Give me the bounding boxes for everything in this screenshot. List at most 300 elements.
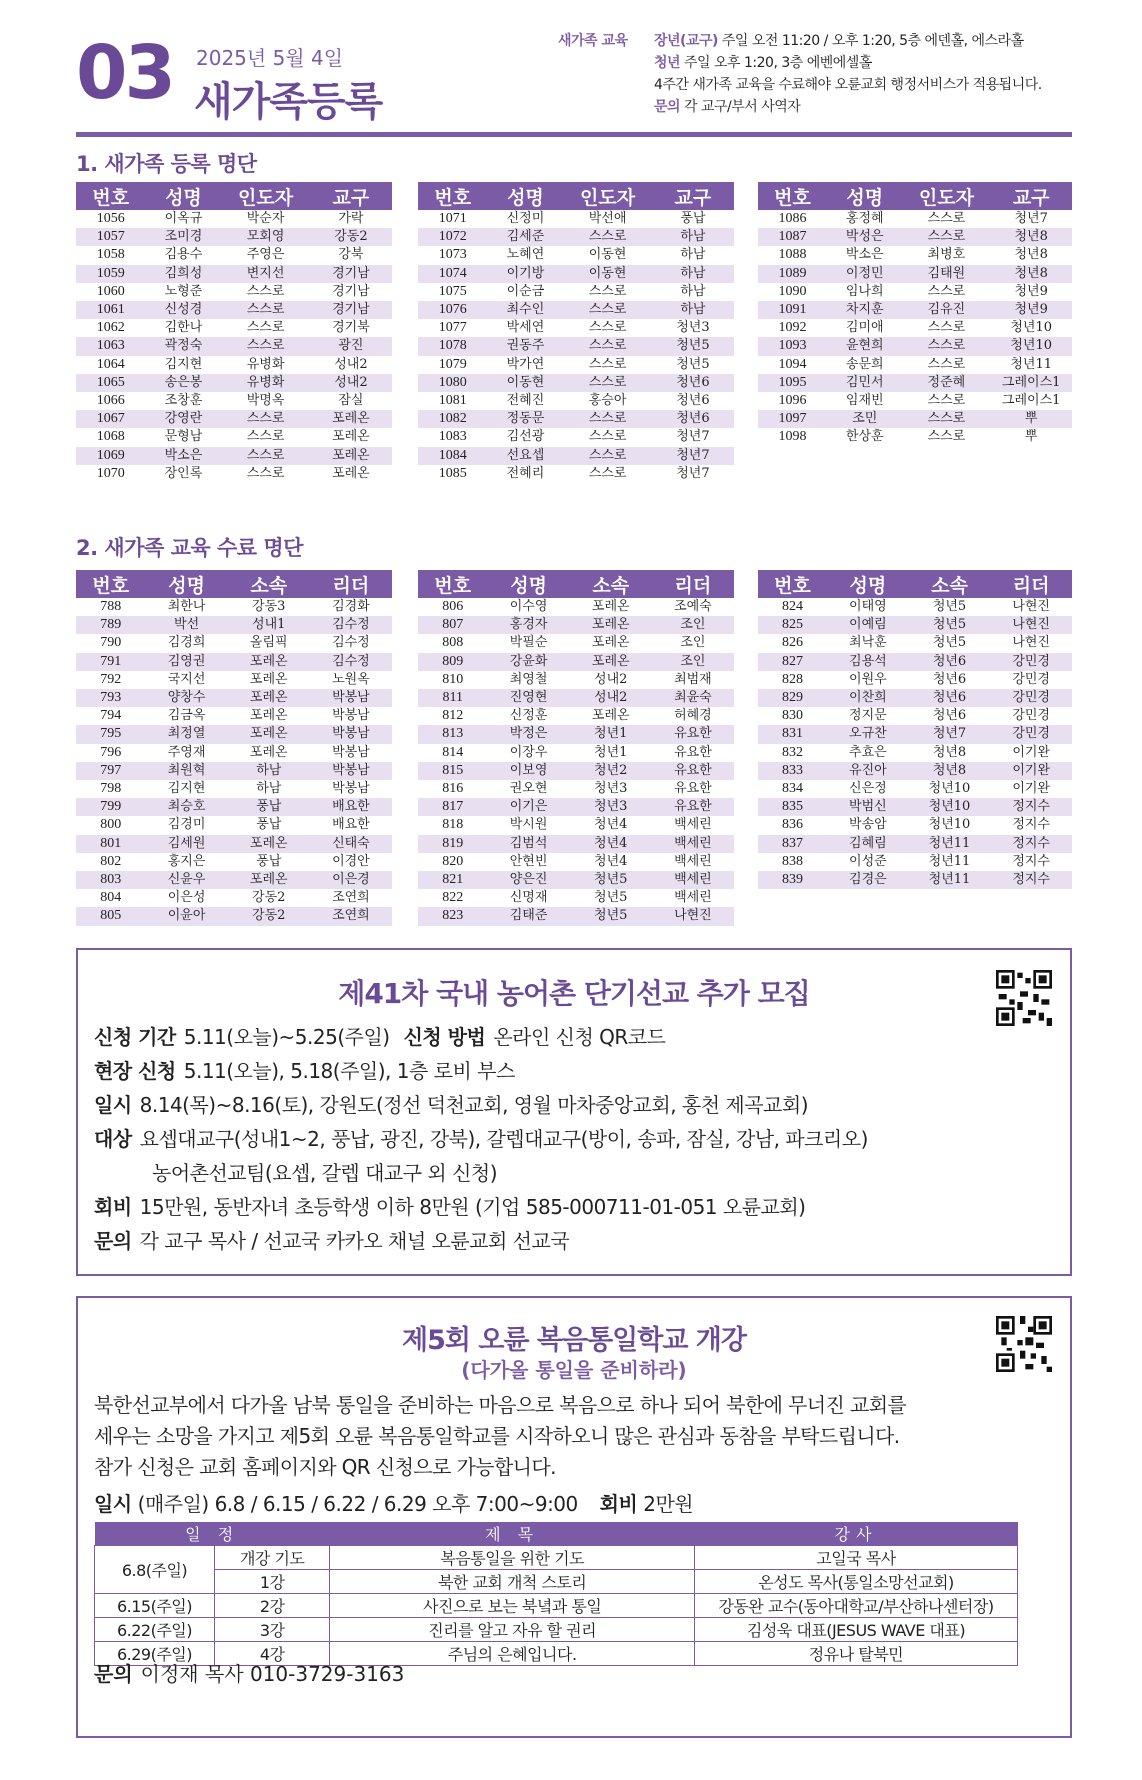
info-line-text: 각 교구/부서 사역자 — [680, 99, 801, 115]
table-row — [418, 762, 734, 780]
parish-or-leader: 청년5 — [676, 356, 710, 372]
table-row — [76, 319, 392, 337]
parish-or-leader: 나현진 — [652, 907, 734, 925]
row-text: 각 교구 목사 / 선교국 카카오 채널 오륜교회 선교국 — [139, 1229, 570, 1253]
schedule-date: 6.15(주일) — [95, 1594, 215, 1618]
table-row — [758, 816, 1072, 834]
guide-or-group: 포레온 — [228, 871, 310, 889]
completion-table-1 — [76, 570, 392, 926]
member-name: 신정미 — [506, 211, 545, 226]
parish-or-leader: 나현진 — [1012, 635, 1050, 651]
parish-or-leader: 신태숙 — [310, 835, 392, 853]
member-name: 이순금 — [506, 283, 545, 299]
row-number: 813 — [418, 725, 488, 743]
member-name: 홍정혜 — [845, 211, 884, 226]
table-row — [418, 428, 734, 446]
table-row — [758, 374, 1072, 392]
guide-or-group: 스스로 — [246, 429, 285, 445]
row-number: 803 — [76, 871, 146, 889]
parish-or-leader: 나현진 — [990, 616, 1072, 634]
table-row — [758, 835, 1072, 853]
parish-or-leader: 박봉남 — [310, 725, 392, 743]
guide-or-group: 스스로 — [221, 447, 309, 465]
table-row — [76, 265, 392, 283]
guide-or-group: 청년4 — [570, 835, 652, 853]
parish-or-leader: 조인 — [652, 616, 734, 634]
guide-or-group: 청년1 — [594, 744, 628, 760]
parish-or-leader: 정지수 — [1012, 817, 1050, 833]
member-name: 김태준 — [488, 907, 570, 925]
guide-or-group: 박순자 — [246, 211, 285, 226]
parish-or-leader: 하남 — [680, 283, 706, 299]
parish-or-leader: 뿌 — [990, 410, 1072, 428]
guide-or-group: 강동2 — [228, 907, 310, 925]
column-header: 리더 — [652, 570, 734, 598]
guide-or-group: 홍승아 — [588, 393, 627, 409]
completion-table-3 — [758, 570, 1072, 889]
parish-or-leader: 배요한 — [332, 817, 370, 833]
row-number: 1095 — [758, 374, 827, 392]
member-name: 이태영 — [849, 599, 887, 614]
member-name: 전혜진 — [506, 393, 545, 409]
section-number: 03 — [76, 30, 173, 116]
guide-or-group: 청년6 — [932, 671, 967, 687]
guide-or-group: 최병호 — [927, 247, 966, 263]
table-header-row — [76, 182, 392, 210]
member-name: 안현빈 — [509, 853, 548, 869]
row-text: 요셉대교구(성내1~2, 풍납, 광진, 강북), 갈렙대교구(방이, 송파, 잠실, 강남, 파크리오) — [139, 1127, 868, 1151]
guide-or-group: 청년10 — [928, 781, 971, 797]
member-name: 이정민 — [827, 265, 902, 283]
column-header: 성명 — [827, 182, 902, 210]
row-number: 1072 — [418, 228, 488, 246]
column-header: 리더 — [990, 570, 1072, 598]
member-name: 임재빈 — [845, 393, 884, 409]
row-number: 1062 — [96, 320, 125, 336]
parish-or-leader: 박봉남 — [332, 781, 370, 797]
guide-or-group: 청년2 — [570, 762, 652, 780]
parish-or-leader: 백세린 — [652, 871, 734, 889]
row-number: 1080 — [418, 374, 488, 392]
parish-or-leader: 청년7 — [676, 465, 710, 481]
row-number: 1061 — [76, 301, 146, 319]
parish-or-leader: 청년9 — [1014, 283, 1048, 299]
row-label: 신청 기간 — [94, 1025, 176, 1049]
table-row — [95, 1594, 1018, 1618]
member-name: 이보영 — [488, 762, 570, 780]
table-row — [418, 319, 734, 337]
table-header-row — [95, 1522, 1018, 1546]
notice-paragraph — [94, 1390, 1054, 1483]
row-number: 1085 — [438, 465, 467, 481]
row-number: 802 — [100, 853, 122, 869]
column-header: 번호 — [418, 570, 488, 598]
column-header: 번호 — [76, 570, 146, 598]
member-name: 최원혁 — [146, 762, 228, 780]
table-row — [758, 301, 1072, 319]
member-name: 최낙훈 — [849, 635, 887, 651]
table-header-row — [758, 182, 1072, 210]
guide-or-group: 스스로 — [588, 320, 627, 336]
schedule-date: 6.22(주일) — [95, 1618, 215, 1642]
table-row — [76, 798, 392, 816]
guide-or-group: 청년4 — [594, 817, 628, 833]
notice-row — [94, 1190, 994, 1224]
table-row — [758, 265, 1072, 283]
parish-or-leader: 박봉남 — [310, 762, 392, 780]
table-row — [418, 780, 734, 798]
member-name: 오규찬 — [827, 725, 909, 743]
info-label: 새가족 교육 — [558, 33, 628, 49]
row-number: 817 — [418, 798, 488, 816]
member-name: 곽정숙 — [146, 337, 222, 355]
parish-or-leader: 강민경 — [990, 725, 1072, 743]
table-row — [418, 871, 734, 889]
guide-or-group: 스스로 — [221, 301, 309, 319]
parish-or-leader: 그레이스1 — [990, 374, 1072, 392]
member-name: 김영권 — [146, 653, 228, 671]
info-line — [654, 30, 1074, 52]
parish-or-leader: 청년6 — [652, 410, 734, 428]
parish-or-leader: 이경안 — [332, 853, 370, 869]
table-row — [758, 410, 1072, 428]
row-number: 837 — [758, 835, 827, 853]
table-row — [76, 598, 392, 616]
parish-or-leader: 배요한 — [310, 798, 392, 816]
member-name: 강윤화 — [488, 653, 570, 671]
row-number: 827 — [758, 653, 827, 671]
member-name: 진영현 — [488, 689, 570, 707]
completion-table-2 — [418, 570, 734, 926]
parish-or-leader: 하남 — [680, 247, 706, 263]
table-row — [758, 634, 1072, 652]
member-name: 양은진 — [488, 871, 570, 889]
table-row — [76, 816, 392, 834]
member-name: 홍경자 — [488, 616, 570, 634]
info-line-text: 4주간 새가족 교육을 수료해야 오륜교회 행정서비스가 적용됩니다. — [654, 77, 1042, 93]
row-number: 1073 — [438, 247, 467, 263]
guide-or-group: 풍납 — [228, 798, 310, 816]
row-number: 799 — [76, 798, 146, 816]
parish-or-leader: 허혜경 — [674, 708, 712, 724]
row-number: 1084 — [418, 447, 488, 465]
table-row — [76, 907, 392, 925]
member-name: 김선광 — [506, 429, 545, 445]
member-name: 최정열 — [146, 725, 228, 743]
table-row — [418, 653, 734, 671]
member-name: 임나희 — [845, 283, 884, 299]
schedule-speaker: 정유나 탈북민 — [694, 1642, 1017, 1666]
parish-or-leader: 청년8 — [990, 265, 1072, 283]
table-row — [76, 780, 392, 798]
guide-or-group: 청년7 — [909, 725, 991, 743]
parish-or-leader: 강민경 — [1012, 671, 1050, 687]
table-row — [758, 356, 1072, 374]
parish-or-leader: 경기남 — [332, 283, 370, 299]
column-header: 번호 — [758, 182, 827, 210]
member-name: 김용수 — [164, 247, 203, 263]
info-line-text: 주일 오전 11:20 / 오후 1:20, 5층 에덴홀, 에스라홀 — [717, 33, 1024, 49]
table-row — [95, 1546, 1018, 1570]
row-number: 812 — [442, 708, 464, 724]
guide-or-group: 스스로 — [902, 228, 990, 246]
row-number: 806 — [442, 599, 464, 614]
parish-or-leader: 강민경 — [1012, 708, 1050, 724]
parish-or-leader: 이기완 — [990, 762, 1072, 780]
guide-or-group: 김태원 — [902, 265, 990, 283]
row-number: 789 — [76, 616, 146, 634]
row-number: 794 — [100, 708, 122, 724]
table-row — [76, 356, 392, 374]
row-number: 807 — [418, 616, 488, 634]
table-row — [758, 283, 1072, 301]
row-number: 1088 — [778, 247, 807, 263]
notice-title: 제5회 오륜 복음통일학교 개강 — [402, 1325, 746, 1356]
contact-line — [94, 1658, 404, 1687]
parish-or-leader: 하남 — [652, 228, 734, 246]
guide-or-group: 스스로 — [927, 211, 966, 226]
member-name: 선요셉 — [488, 447, 564, 465]
table-row — [76, 392, 392, 410]
member-name: 최승호 — [146, 798, 228, 816]
parish-or-leader: 강동2 — [310, 228, 392, 246]
row-number: 792 — [100, 671, 122, 687]
parish-or-leader: 최범재 — [674, 671, 712, 687]
guide-or-group: 청년1 — [570, 725, 652, 743]
guide-or-group: 청년6 — [909, 653, 991, 671]
member-name: 권동주 — [488, 337, 564, 355]
member-name: 신윤우 — [146, 871, 228, 889]
guide-or-group: 박명옥 — [246, 393, 285, 409]
schedule-speaker: 강동완 교수(동아대학교/부산하나센터장) — [694, 1594, 1017, 1618]
parish-or-leader: 유요한 — [674, 744, 712, 760]
guide-or-group: 스스로 — [221, 410, 309, 428]
parish-or-leader: 유요한 — [652, 762, 734, 780]
guide-or-group: 스스로 — [588, 356, 627, 372]
guide-or-group: 유병화 — [246, 356, 285, 372]
guide-or-group: 유병화 — [221, 374, 309, 392]
parish-or-leader: 청년10 — [990, 337, 1072, 355]
row-number: 825 — [758, 616, 827, 634]
member-name: 이은성 — [167, 890, 206, 906]
guide-or-group: 포레온 — [591, 599, 630, 614]
table-row — [418, 671, 734, 689]
table-row — [758, 725, 1072, 743]
member-name: 주영재 — [167, 744, 206, 760]
guide-or-group: 청년10 — [928, 817, 971, 833]
row-number: 832 — [782, 744, 804, 760]
table-row — [76, 337, 392, 355]
row-number: 796 — [100, 744, 122, 760]
info-line — [654, 52, 1074, 74]
parish-or-leader: 강북 — [338, 247, 364, 263]
guide-or-group: 청년5 — [570, 907, 652, 925]
row-number: 820 — [442, 853, 464, 869]
guide-or-group: 성내1 — [228, 616, 310, 634]
member-name: 조미경 — [146, 228, 222, 246]
member-name: 박정은 — [488, 725, 570, 743]
member-name: 이옥규 — [164, 211, 203, 226]
row-number: 1091 — [758, 301, 827, 319]
guide-or-group: 올림픽 — [249, 635, 288, 651]
member-name: 최한나 — [167, 599, 206, 614]
member-name: 이찬희 — [827, 689, 909, 707]
member-name: 신은정 — [849, 781, 887, 797]
guide-or-group: 풍납 — [256, 853, 282, 869]
parish-or-leader: 하남 — [652, 265, 734, 283]
parish-or-leader: 가락 — [338, 211, 364, 226]
table-row — [76, 447, 392, 465]
guide-or-group: 스스로 — [563, 337, 651, 355]
table-row — [418, 246, 734, 264]
parish-or-leader: 유요한 — [652, 725, 734, 743]
row-label: 현장 신청 — [94, 1059, 176, 1083]
row-number: 814 — [442, 744, 464, 760]
table-row — [758, 246, 1072, 264]
table-row — [758, 616, 1072, 634]
row-number: 1083 — [438, 429, 467, 445]
member-name: 한상훈 — [845, 429, 884, 445]
row-text: 8.14(목)~8.16(토), 강원도(정선 덕천교회, 영월 마차중앙교회, 홍천 제곡교회) — [139, 1093, 808, 1117]
table-row — [76, 689, 392, 707]
table-row — [76, 871, 392, 889]
row-text: 15만원, 동반자녀 초등학생 이하 8만원 (기업 585-000711-01-051 오륜교회) — [139, 1195, 806, 1219]
parish-or-leader: 경기남 — [310, 265, 392, 283]
row-number: 1096 — [778, 393, 807, 409]
info-line — [654, 74, 1074, 96]
row-number: 797 — [76, 762, 146, 780]
row-number: 828 — [782, 671, 804, 687]
row-number: 1087 — [758, 228, 827, 246]
schedule-lesson: 개강 기도 — [214, 1546, 329, 1570]
schedule-subject: 주님의 은혜입니다. — [330, 1642, 695, 1666]
guide-or-group: 스스로 — [246, 283, 285, 299]
column-header: 소속 — [228, 570, 310, 598]
row-number: 1058 — [96, 247, 125, 263]
guide-or-group: 스스로 — [927, 356, 966, 372]
guide-or-group: 성내2 — [594, 671, 628, 687]
column-header: 교구 — [990, 182, 1072, 210]
member-name: 홍지은 — [167, 853, 206, 869]
schedule-speaker: 온성도 목사(통일소망선교회) — [694, 1570, 1017, 1594]
parish-or-leader: 백세린 — [652, 835, 734, 853]
member-name: 박소은 — [146, 447, 222, 465]
column-header: 성명 — [827, 570, 909, 598]
parish-or-leader: 노원옥 — [332, 671, 370, 687]
table-row — [758, 337, 1072, 355]
schedule-subject: 사진으로 보는 북녘과 통일 — [330, 1594, 695, 1618]
table-row — [95, 1570, 1018, 1594]
row-number: 788 — [100, 599, 122, 614]
table-row — [418, 816, 734, 834]
parish-or-leader: 포레온 — [310, 410, 392, 428]
parish-or-leader: 김수정 — [310, 653, 392, 671]
parish-or-leader: 뿌 — [1024, 429, 1038, 445]
notice-row — [94, 1224, 994, 1258]
table-row — [76, 744, 392, 762]
row-number: 1081 — [438, 393, 467, 409]
guide-or-group: 스스로 — [563, 228, 651, 246]
table-row — [418, 853, 734, 871]
member-name: 박선 — [146, 616, 228, 634]
table-row — [758, 392, 1072, 410]
table-row — [418, 835, 734, 853]
member-name: 신정훈 — [509, 708, 548, 724]
member-name: 김지현 — [167, 781, 206, 797]
parish-or-leader: 유요한 — [652, 798, 734, 816]
guide-or-group: 변지선 — [221, 265, 309, 283]
notice-row — [94, 1020, 994, 1054]
qr-code-icon[interactable] — [996, 970, 1052, 1026]
parish-or-leader: 청년8 — [990, 228, 1072, 246]
column-header: 인도자 — [221, 182, 309, 210]
info-line-label: 문의 — [654, 99, 681, 115]
schedule-line — [94, 1488, 693, 1517]
table-row — [758, 871, 1072, 889]
table-header-row — [418, 182, 734, 210]
row-number: 800 — [100, 817, 122, 833]
unification-school-notice — [76, 1296, 1072, 1738]
guide-or-group: 청년8 — [932, 744, 967, 760]
member-name: 이기방 — [488, 265, 564, 283]
member-name: 이예림 — [827, 616, 909, 634]
guide-or-group: 스스로 — [563, 301, 651, 319]
table-header-row — [76, 570, 392, 598]
schedule-subject: 진리를 알고 자유 할 권리 — [330, 1618, 695, 1642]
column-header: 번호 — [76, 182, 146, 210]
parish-or-leader: 강민경 — [990, 689, 1072, 707]
table-row — [76, 374, 392, 392]
parish-or-leader: 청년5 — [652, 337, 734, 355]
table-row — [418, 337, 734, 355]
table-row — [76, 853, 392, 871]
table-row — [418, 465, 734, 483]
guide-or-group: 포레온 — [228, 835, 310, 853]
table-row — [76, 634, 392, 652]
parish-or-leader: 나현진 — [1012, 599, 1050, 614]
notice-title: 제41차 국내 농어촌 단기선교 추가 모집 — [338, 977, 810, 1010]
row-number: 1069 — [76, 447, 146, 465]
schedule-lesson: 1강 — [214, 1570, 329, 1594]
column-header: 성명 — [488, 570, 570, 598]
parish-or-leader: 정지수 — [990, 798, 1072, 816]
table-row — [758, 689, 1072, 707]
member-name: 김용석 — [827, 653, 909, 671]
row-label: 신청 방법 — [403, 1025, 486, 1049]
table-row — [76, 210, 392, 228]
guide-or-group: 주영은 — [246, 247, 285, 263]
guide-or-group: 포레온 — [591, 708, 630, 724]
row-number: 1070 — [96, 465, 125, 481]
table-row — [76, 707, 392, 725]
guide-or-group: 박선애 — [588, 211, 627, 226]
column-header: 소속 — [570, 570, 652, 598]
row-number: 836 — [782, 817, 804, 833]
parish-or-leader: 풍납 — [680, 211, 706, 226]
guide-or-group: 하남 — [228, 762, 310, 780]
member-name: 강영란 — [146, 410, 222, 428]
qr-code-icon[interactable] — [996, 1316, 1052, 1372]
member-name: 송문희 — [845, 356, 884, 372]
parish-or-leader: 청년3 — [676, 320, 710, 336]
parish-or-leader: 강민경 — [990, 653, 1072, 671]
guide-or-group: 성내2 — [570, 689, 652, 707]
schedule-subject: 복음통일을 위한 기도 — [330, 1546, 695, 1570]
column-header: 리더 — [310, 570, 392, 598]
row-text: 5.11(오늘)~5.25(주일) — [183, 1025, 390, 1049]
guide-or-group: 청년6 — [909, 689, 991, 707]
member-name: 유진아 — [827, 762, 909, 780]
